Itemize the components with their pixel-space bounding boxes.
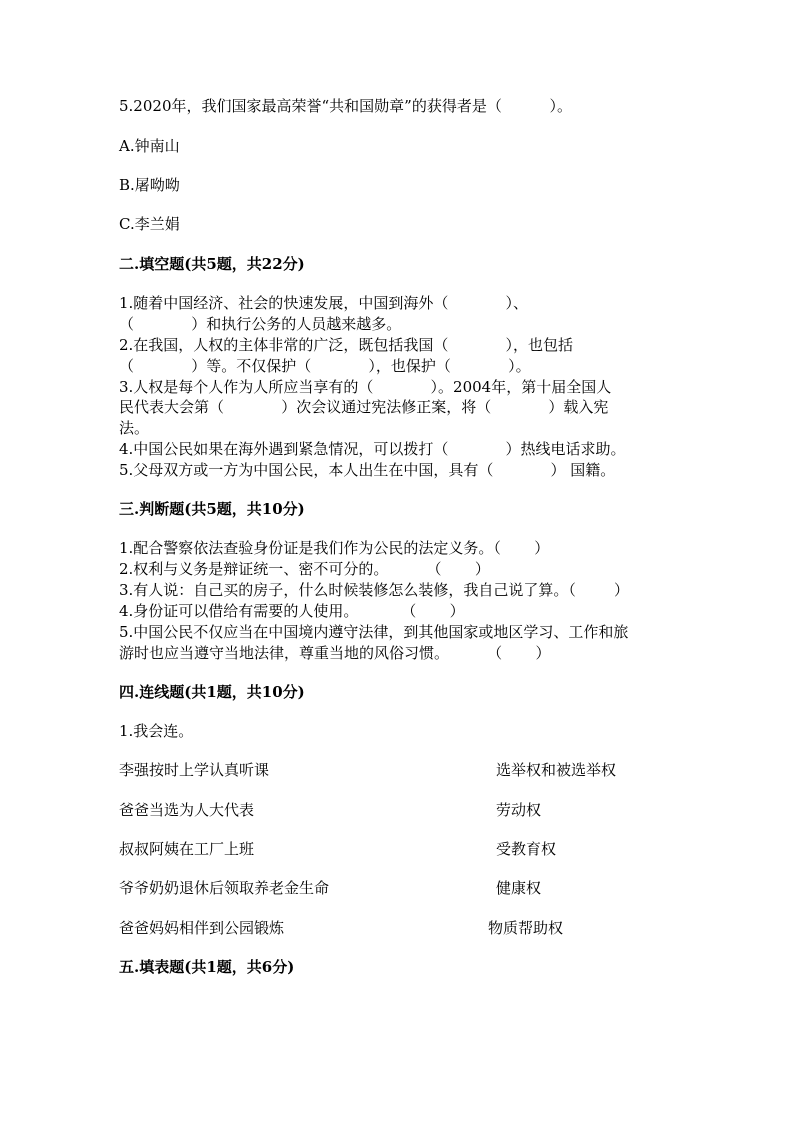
judge-line-3: 3.有人说：自己买的房子，什么时候装修怎么装修，我自己说了算。（ ） bbox=[119, 581, 629, 599]
fill-line-8: 4.中国公民如果在海外遇到紧急情况，可以拨打（ ）热线电话求助。 bbox=[119, 440, 626, 458]
fill-line-6: 民代表大会第（ ）次会议通过宪法修正案，将（ ）载入宪 bbox=[119, 398, 609, 416]
fill-line-9: 5.父母双方或一方为中国公民，本人出生在中国，具有（ ） 国籍。 bbox=[119, 461, 616, 479]
judge-line-1: 1.配合警察依法查验身份证是我们作为公民的法定义务。（ ） bbox=[119, 539, 550, 557]
fill-line-7: 法。 bbox=[119, 419, 150, 437]
matching-right-item-4: 健康权 bbox=[496, 879, 542, 897]
matching-left-item-5: 爸爸妈妈相伴到公园锻炼 bbox=[119, 919, 285, 937]
judge-line-5: 5.中国公民不仅应当在中国境内遵守法律，到其他国家或地区学习、工作和旅 bbox=[119, 623, 629, 641]
section-heading-judgement: 三.判断题(共5题，共10分) bbox=[119, 500, 305, 518]
fill-line-1: 1.随着中国经济、社会的快速发展，中国到海外（ ）、 bbox=[119, 294, 529, 312]
judge-line-6: 游时也应当遵守当地法律，尊重当地的风俗习惯。 （ ） bbox=[119, 644, 551, 662]
section-heading-matching: 四.连线题(共1题，共10分) bbox=[119, 683, 305, 701]
matching-left-item-3: 叔叔阿姨在工厂上班 bbox=[119, 840, 255, 858]
option-b: B.屠呦呦 bbox=[119, 176, 180, 194]
matching-right-item-3: 受教育权 bbox=[496, 840, 557, 858]
matching-intro: 1.我会连。 bbox=[119, 722, 194, 740]
matching-right-item-2: 劳动权 bbox=[496, 801, 542, 819]
option-a: A.钟南山 bbox=[119, 137, 180, 155]
matching-left-item-1: 李强按时上学认真听课 bbox=[119, 761, 270, 779]
question-5-stem: 5.2020年，我们国家最高荣誉“共和国勋章”的获得者是（ ）。 bbox=[119, 97, 573, 115]
fill-line-4: （ ）等。不仅保护（ ），也保护（ ）。 bbox=[119, 357, 531, 375]
section-heading-table-fill: 五.填表题(共1题，共6分) bbox=[119, 958, 295, 976]
judge-line-2: 2.权利与义务是辩证统一、密不可分的。 （ ） bbox=[119, 560, 490, 578]
matching-right-item-1: 选举权和被选举权 bbox=[496, 761, 617, 779]
judge-line-4: 4.身份证可以借给有需要的人使用。 （ ） bbox=[119, 602, 465, 620]
section-heading-fill-blank: 二.填空题(共5题，共22分) bbox=[119, 255, 305, 273]
fill-line-5: 3.人权是每个人作为人所应当享有的（ ）。2004年，第十届全国人 bbox=[119, 378, 612, 396]
matching-left-item-2: 爸爸当选为人大代表 bbox=[119, 801, 255, 819]
matching-right-item-5: 物质帮助权 bbox=[488, 919, 564, 937]
fill-line-3: 2.在我国，人权的主体非常的广泛，既包括我国（ ），也包括 bbox=[119, 336, 574, 354]
matching-left-item-4: 爷爷奶奶退休后领取养老金生命 bbox=[119, 879, 330, 897]
fill-line-2: （ ）和执行公务的人员越来越多。 bbox=[119, 315, 402, 333]
option-c: C.李兰娟 bbox=[119, 215, 180, 233]
